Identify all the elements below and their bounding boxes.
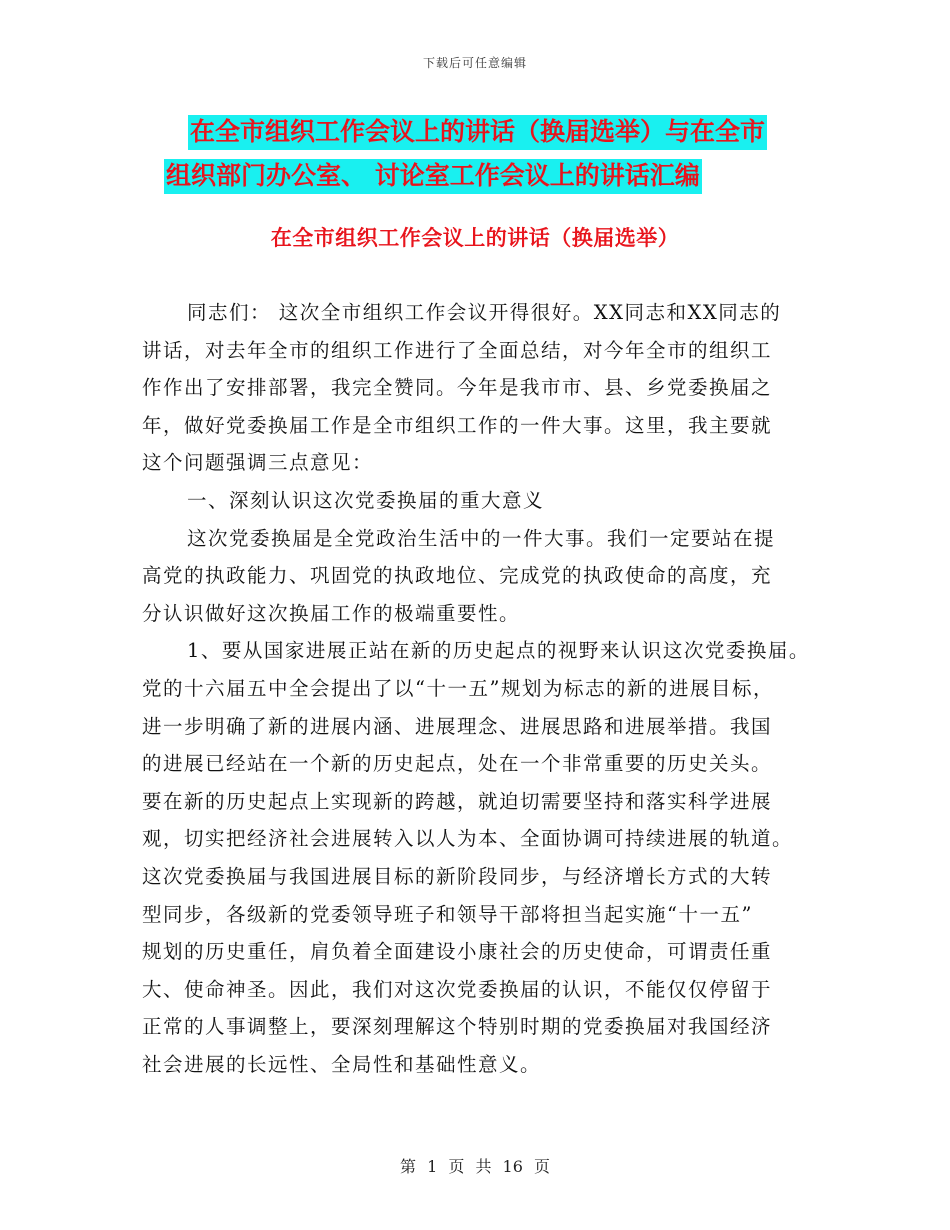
text-line: 观，切实把经济社会进展转入以人为本、全面协调可持续进展的轨道。 xyxy=(142,827,794,851)
header-note: 下载后可任意编辑 xyxy=(422,56,527,70)
text-line: 讲话，对去年全市的组织工作进行了全面总结，对今年全市的组织工 xyxy=(142,338,773,362)
text-line: 社会进展的长远性、全局性和基础性意义。 xyxy=(142,1052,542,1076)
text-line: 同志们： 这次全市组织工作会议开得很好。XX同志和XX同志的 xyxy=(187,301,782,324)
text-line: 这个问题强调三点意见： xyxy=(142,451,374,475)
text-line: 正常的人事调整上，要深刻理解这个特别时期的党委换届对我国经济 xyxy=(142,1015,773,1039)
title-line-1-text: 在全市组织工作会议上的讲话（换届选举）与在全市 xyxy=(188,115,767,150)
text-line: 党的十六届五中全会提出了以“十一五”规划为标志的新的进展目标， xyxy=(142,676,774,700)
body-text xyxy=(142,294,822,1083)
text-line: 1、要从国家进展正站在新的历史起点的视野来认识这次党委换届。 xyxy=(187,639,810,663)
text-line: 这次党委换届与我国进展目标的新阶段同步，与经济增长方式的大转 xyxy=(142,864,773,888)
page-number: 第 1 页 共 16 页 xyxy=(400,1157,550,1176)
text-line: 高党的执政能力、巩固党的执政地位、完成党的执政使命的高度，充 xyxy=(142,564,773,588)
text-line: 型同步，各级新的党委领导班子和领导干部将担当起实施“十一五” xyxy=(142,902,753,926)
text-line: 大、使命神圣。因此，我们对这次党委换届的认识，不能仅仅停留于 xyxy=(142,977,773,1001)
text-line: 分认识做好这次换届工作的极端重要性。 xyxy=(142,601,521,625)
text-line: 的进展已经站在一个新的历史起点，处在一个非常重要的历史关头。 xyxy=(142,752,773,776)
title-line-2 xyxy=(164,154,828,198)
text-line: 作作出了安排部署，我完全赞同。今年是我市市、县、乡党委换届之 xyxy=(142,376,773,400)
title-line-2-text: 组织部门办公室、 讨论室工作会议上的讲话汇编 xyxy=(164,159,702,194)
text-line: 进一步明确了新的进展内涵、进展理念、进展思路和进展举措。我国 xyxy=(142,714,773,738)
title-line-1 xyxy=(188,110,828,154)
text-line: 这次党委换届是全党政治生活中的一件大事。我们一定要站在提 xyxy=(187,526,776,550)
text-line: 要在新的历史起点上实现新的跨越，就迫切需要坚持和落实科学进展 xyxy=(142,789,773,813)
text-line: 规划的历史重任，肩负着全面建设小康社会的历史使命，可谓责任重 xyxy=(142,940,773,964)
section-heading: 一、深刻认识这次党委换届的重大意义 xyxy=(187,488,545,512)
section-title: 在全市组织工作会议上的讲话（换届选举） xyxy=(270,226,680,250)
text-line: 年，做好党委换届工作是全市组织工作的一件大事。这里，我主要就 xyxy=(142,413,773,437)
document-title xyxy=(166,110,828,198)
